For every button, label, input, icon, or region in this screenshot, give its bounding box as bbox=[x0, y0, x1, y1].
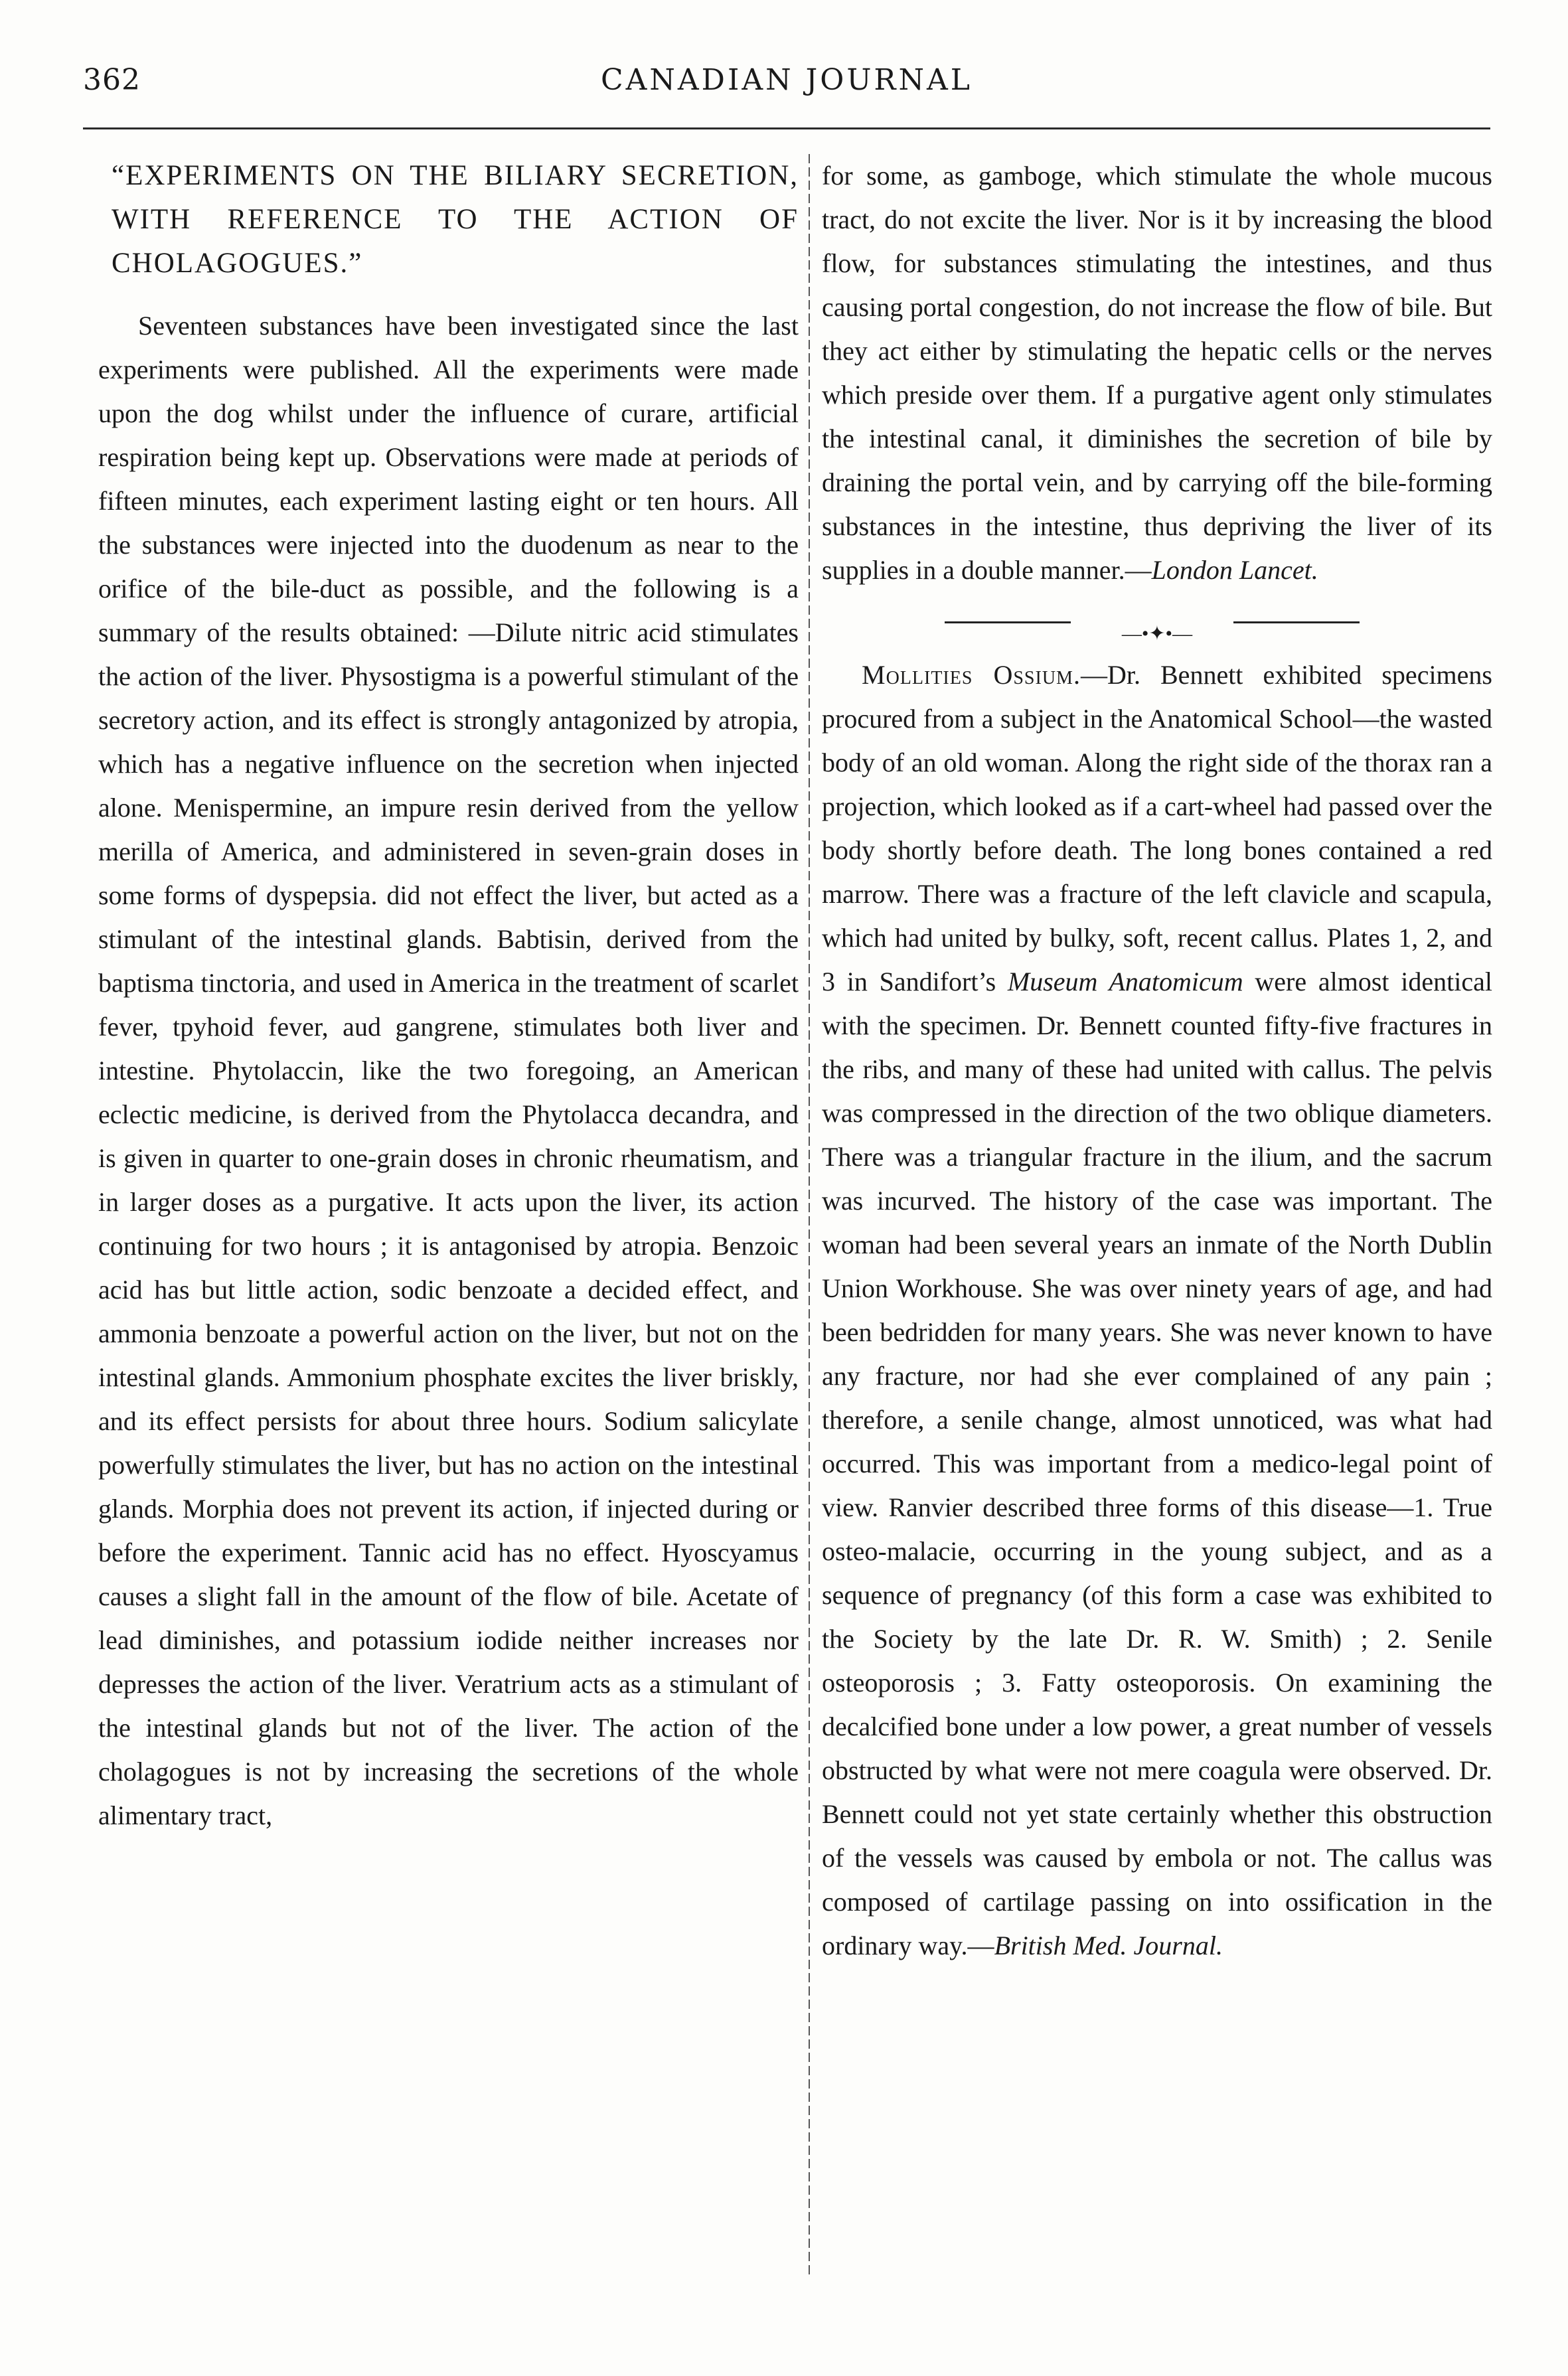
column-divider bbox=[809, 154, 810, 2278]
ornament-glyph: —•✦•— bbox=[1121, 623, 1193, 645]
italic-title: Museum Anatomicum bbox=[1007, 967, 1243, 996]
continuation-text: for some, as gamboge, which stimulate the whole mucous tract, do not excite the liver. Nor is it by increasing the blood flow, for substances stimulating the intestines, and thus causing portal congestion, do not increase the flow of bile. But they act either by stimulating the hepatic cells or the nerves which preside over them. If a purgative agent only stimulates the intestinal canal, it diminishes the secretion of bile by draining the portal vein, and by carrying off the bile-forming substances in the intestine, thus depriving the liver of its supplies in a double manner.— bbox=[822, 161, 1492, 585]
ornament-rule-right bbox=[1233, 621, 1360, 623]
header-rule bbox=[83, 127, 1490, 129]
mollities-ossium-article bbox=[822, 653, 1492, 1968]
left-column bbox=[98, 154, 799, 1838]
article-text-part1: —Dr. Bennett exhibited specimens procured from a subject in the Anatomical School—the wasted body of an old woman. Along the right side of the thorax ran a projection, which looked as if a cart-wheel had passed over the body shortly before death. The long bones contained a red marrow. There was a fracture of the left clavicle and scapula, which had united by bulky, soft, recent callus. Plates 1, 2, and 3 in Sandifort’s bbox=[822, 660, 1492, 996]
section-ornament bbox=[822, 609, 1492, 645]
continuation-source: London Lancet. bbox=[1151, 555, 1318, 585]
ornament-rule-left bbox=[945, 621, 1071, 623]
running-title: CANADIAN JOURNAL bbox=[600, 63, 973, 97]
article-source: British Med. Journal. bbox=[994, 1931, 1223, 1960]
page-header bbox=[83, 63, 1490, 116]
page-number: 362 bbox=[83, 63, 141, 97]
section-heading: Mollities Ossium. bbox=[862, 660, 1081, 690]
article-text-part2: were almost identical with the specimen. Dr. Bennett counted fifty-five fractures in the ribs, and many of these had united with callus. The pelvis was compressed in the direction of the two oblique diameters. There was a triangular fracture in the ilium, and the sacrum was incurved. The history of the case was important. The woman had been several years an inmate of the North Dublin Union Workhouse. She was over ninety years of age, and had been bedridden for many years. She was never known to have any fracture, nor had she ever complained of any pain ; therefore, a senile change, almost unnoticed, was what had occurred. This was important from a medico-legal point of view. Ranvier described three forms of this disease—1. True osteo-malacie, occurring in the young subject, and as a sequence of pregnancy (of this form a case was exhibited to the Society by the late Dr. R. W. Smith) ; 2. Senile osteoporosis ; 3. Fatty osteoporosis. On examining the decalcified bone under a low power, a great number of vessels obstructed by what were not mere coagula were observed. Dr. Bennett could not yet state certainly whether this obstruction of the vessels was caused by embola or not. The callus was composed of cartilage passing on into ossification in the ordinary way.— bbox=[822, 967, 1492, 1960]
right-column bbox=[822, 154, 1492, 1968]
article-title: “EXPERIMENTS ON THE BILIARY SECRETION, WITH REFERENCE TO THE ACTION OF CHOLAGOGUES.” bbox=[112, 160, 799, 279]
article-body: Seventeen substances have been investigated since the last experiments were published. All the experiments were made upon the dog whilst under the influence of curare, artificial respiration being kept up. Observations were made at periods of fifteen minutes, each experiment lasting eight or ten hours. All the substances were injected into the duodenum as near to the orifice of the bile-duct as possible, and the following is a summary of the results obtained: —Dilute nitric acid stimulates the action of the liver. Physostigma is a powerful stimulant of the secretory action, and its effect is strongly antagonized by atropia, which has a negative influence on the secretion when injected alone. Menispermine, an impure resin derived from the yellow merilla of America, and administered in seven-grain doses in some forms of dyspepsia. did not effect the liver, but acted as a stimulant of the intestinal glands. Babtisin, derived from the baptisma tinctoria, and used in America in the treatment of scarlet fever, tpyhoid fever, aud gangrene, stimulates both liver and intestine. Phytolaccin, like the two foregoing, an American eclectic medicine, is derived from the Phytolacca decandra, and is given in quarter to one-grain doses in chronic rheumatism, and in larger doses as a purgative. It acts upon the liver, its action continuing for two hours ; it is antagonised by atropia. Benzoic acid has but little action, sodic benzoate a decided effect, and ammonia benzoate a powerful action on the liver, but not on the intestinal glands. Ammonium phosphate excites the liver briskly, and its effect persists for about three hours. Sodium salicylate powerfully stimulates the liver, but has no action on the intestinal glands. Morphia does not prevent its action, if injected during or before the experiment. Tannic acid has no effect. Hyoscyamus causes a slight fall in the amount of the flow of bile. Acetate of lead diminishes, and potassium iodide neither increases nor depresses the action of the liver. Veratrium acts as a stimulant of the intestinal glands but not of the liver. The action of the cholagogues is not by increasing the secretions of the whole alimentary tract, bbox=[98, 311, 799, 1830]
continued-article-body bbox=[822, 154, 1492, 592]
